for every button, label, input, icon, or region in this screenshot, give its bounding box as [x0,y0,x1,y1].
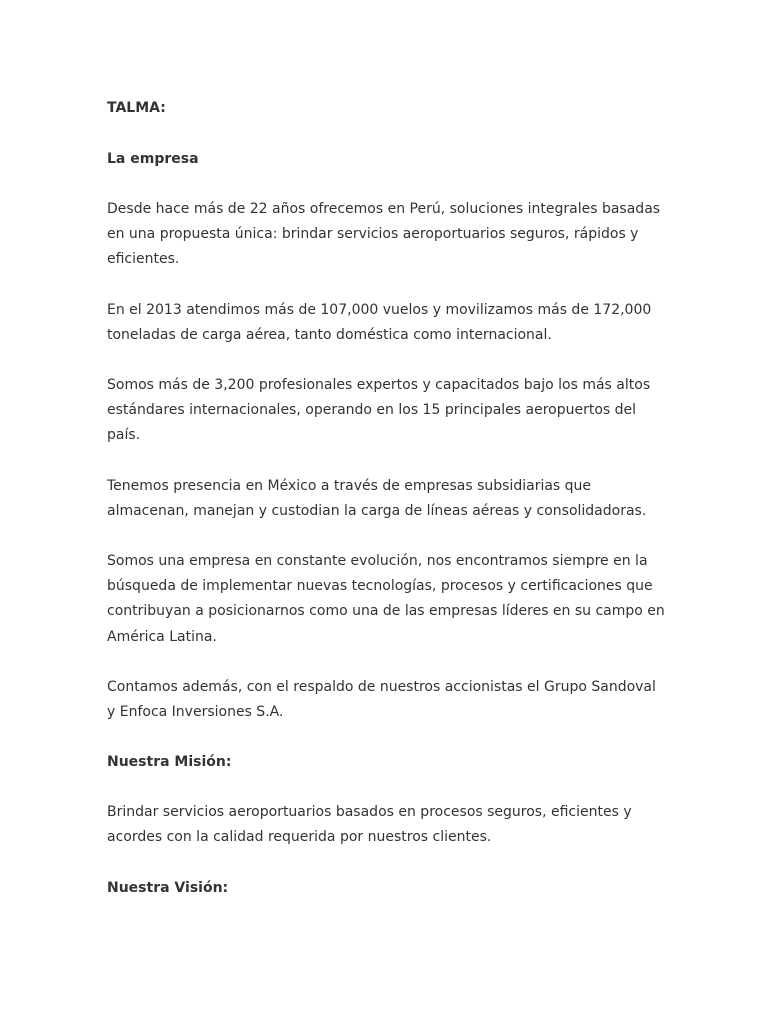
paragraph-evolution: Somos una empresa en constante evolución, nos encontramos siempre en la búsqueda de implementar nuevas tecnologías, procesos y certificaciones que contribuyan a posicionarnos como una de las empresas líderes en su campo en América Latina. [107,553,665,645]
paragraph-mexico: Tenemos presencia en México a través de empresas subsidiarias que almacenan, manejan y custodian la carga de líneas aéreas y consolidadoras. [107,477,647,519]
paragraph-flights: En el 2013 atendimos más de 107,000 vuelos y movilizamos más de 172,000 toneladas de carga aérea, tanto doméstica como internacional. [107,301,652,343]
paragraph-staff: Somos más de 3,200 profesionales expertos y capacitados bajo los más altos estándares internacionales, operando en los 15 principales aeropuertos del país. [107,377,651,444]
document-page [107,96,667,901]
paragraph-intro: Desde hace más de 22 años ofrecemos en Perú, soluciones integrales basadas en una propuesta única: brindar servicios aeroportuarios seguros, rápidos y eficientes. [107,201,661,268]
paragraph-shareholders: Contamos además, con el respaldo de nuestros accionistas el Grupo Sandoval y Enfoca Inversiones S.A. [107,678,656,721]
document-title: TALMA: [107,100,166,116]
mission-text: Brindar servicios aeroportuarios basados en procesos seguros, eficientes y acordes con la calidad requerida por nuestros clientes. [107,804,632,846]
mission-heading: Nuestra Misión: [107,754,232,771]
section-heading-company: La empresa [107,151,199,167]
vision-heading: Nuestra Visión: [107,879,229,896]
